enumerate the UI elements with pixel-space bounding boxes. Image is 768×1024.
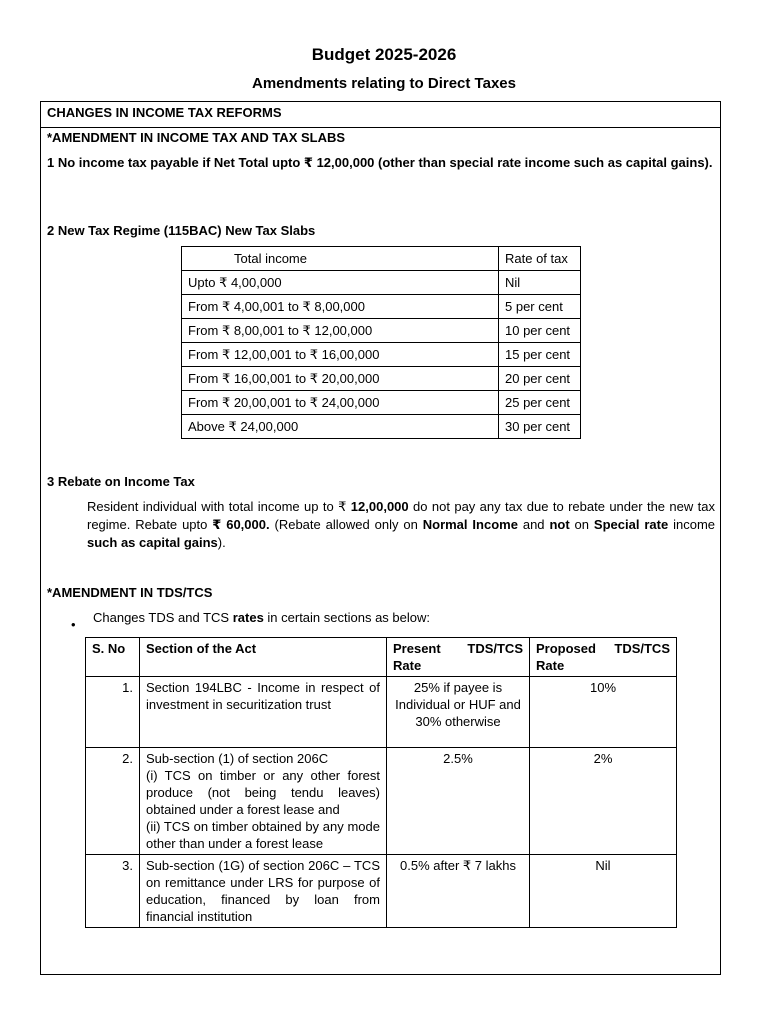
- slab-income: From ₹ 20,00,001 to ₹ 24,00,000: [182, 391, 499, 415]
- rebate-paragraph: Resident individual with total income up to ₹ 12,00,000 do not pay any tax due to rebate under the new tax regime. Rebate upto ₹ 60,000. (Rebate allowed only on Normal Income and not on Special rate income such as capital gains).: [87, 499, 716, 550]
- tds-tcs-table: [85, 637, 677, 928]
- row-proposed-rate: 10%: [530, 677, 677, 748]
- tax-slabs-table: [181, 246, 581, 439]
- bullet-symbol: •: [71, 617, 76, 632]
- slab-rate: 15 per cent: [499, 343, 581, 367]
- header-present-rate: Present TDS/TCS Rate: [387, 638, 530, 677]
- page-title: Budget 2025-2026: [311, 45, 457, 64]
- row-section: Sub-section (1G) of section 206C – TCS on remittance under LRS for purpose of education, financed by loan from financial institution: [140, 855, 387, 928]
- page-subtitle: Amendments relating to Direct Taxes: [252, 75, 516, 92]
- row-sno: 2.: [86, 748, 140, 855]
- row-present-rate: 0.5% after ₹ 7 lakhs: [387, 855, 530, 928]
- table-header-row: [86, 638, 677, 677]
- point-2-heading: 2 New Tax Regime (115BAC) New Tax Slabs: [47, 223, 316, 238]
- amendment-heading-tds: *AMENDMENT IN TDS/TCS: [47, 585, 213, 600]
- table-row: [182, 343, 581, 367]
- header-total-income: Total income: [182, 247, 499, 271]
- header-sno: S. No: [86, 638, 140, 677]
- rebate-heading: 3 Rebate on Income Tax: [47, 474, 195, 489]
- section-header: CHANGES IN INCOME TAX REFORMS: [47, 105, 282, 120]
- slab-rate: 10 per cent: [499, 319, 581, 343]
- slab-income: From ₹ 8,00,001 to ₹ 12,00,000: [182, 319, 499, 343]
- table-row: [86, 677, 677, 748]
- table-row: [86, 748, 677, 855]
- table-row: [182, 391, 581, 415]
- table-row: [182, 319, 581, 343]
- table-row: [182, 271, 581, 295]
- row-section: Sub-section (1) of section 206C (i) TCS on timber or any other forest produce (not being tendu leaves) obtained under a forest lease and (ii) TCS on timber obtained by any mode other than under a forest lease: [140, 748, 387, 855]
- section-header-row: [41, 102, 720, 128]
- slab-income: Upto ₹ 4,00,000: [182, 271, 499, 295]
- header-rate-of-tax: Rate of tax: [499, 247, 581, 271]
- table-row: [182, 295, 581, 319]
- amendment-heading-tax: *AMENDMENT IN INCOME TAX AND TAX SLABS: [47, 130, 346, 145]
- slab-rate: 5 per cent: [499, 295, 581, 319]
- slab-rate: Nil: [499, 271, 581, 295]
- table-row: [182, 415, 581, 439]
- row-proposed-rate: Nil: [530, 855, 677, 928]
- row-present-rate: 25% if payee is Individual or HUF and 30% otherwise: [387, 677, 530, 748]
- slab-rate: 25 per cent: [499, 391, 581, 415]
- content-frame: [40, 101, 721, 975]
- bullet-text: Changes TDS and TCS rates in certain sections as below:: [93, 610, 430, 625]
- table-row: [86, 855, 677, 928]
- table-header-row: [182, 247, 581, 271]
- row-section: Section 194LBC - Income in respect of investment in securitization trust: [140, 677, 387, 748]
- slab-income: Above ₹ 24,00,000: [182, 415, 499, 439]
- slab-income: From ₹ 12,00,001 to ₹ 16,00,000: [182, 343, 499, 367]
- row-sno: 1.: [86, 677, 140, 748]
- row-proposed-rate: 2%: [530, 748, 677, 855]
- header-proposed-rate: Proposed TDS/TCS Rate: [530, 638, 677, 677]
- row-present-rate: 2.5%: [387, 748, 530, 855]
- table-row: [182, 367, 581, 391]
- slab-rate: 20 per cent: [499, 367, 581, 391]
- row-sno: 3.: [86, 855, 140, 928]
- header-section: Section of the Act: [140, 638, 387, 677]
- slab-income: From ₹ 4,00,001 to ₹ 8,00,000: [182, 295, 499, 319]
- point-1: 1 No income tax payable if Net Total upto ₹ 12,00,000 (other than special rate income such as capital gains).: [47, 155, 713, 170]
- slab-rate: 30 per cent: [499, 415, 581, 439]
- slab-income: From ₹ 16,00,001 to ₹ 20,00,000: [182, 367, 499, 391]
